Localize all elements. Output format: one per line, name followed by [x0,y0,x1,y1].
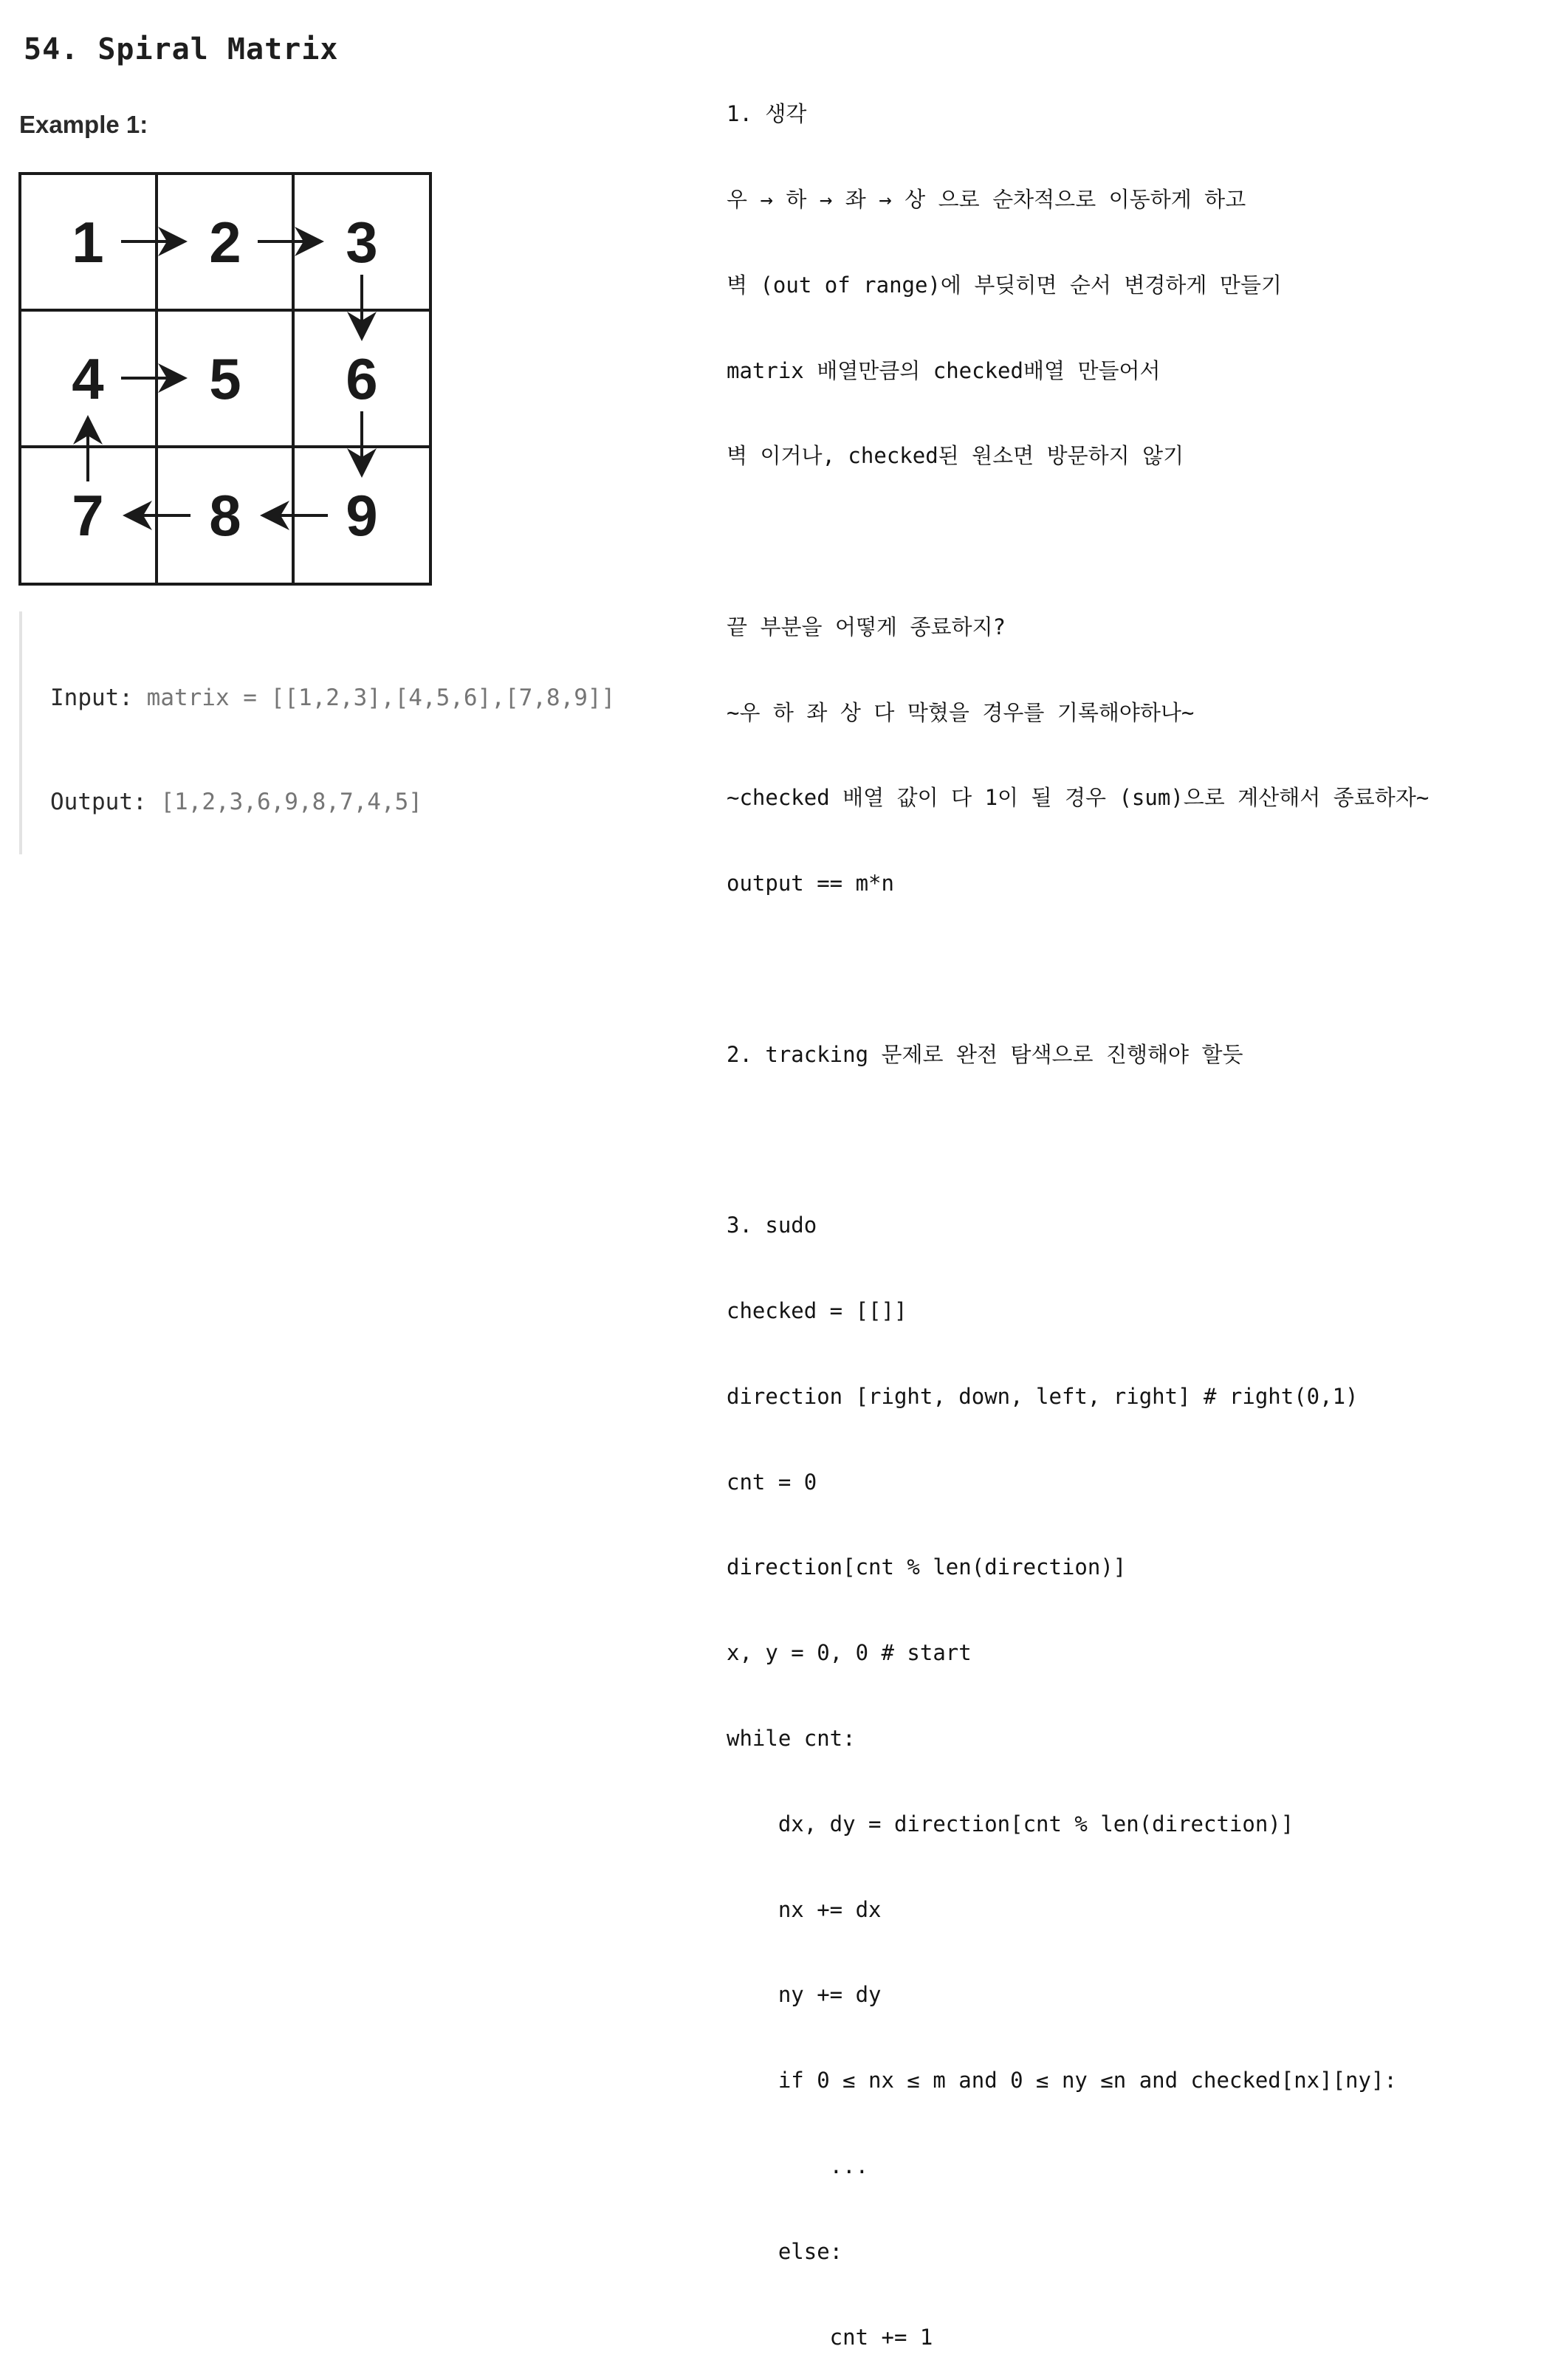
note-line: output == m*n [727,871,894,896]
grid-number: 4 [72,346,104,411]
note-line: x, y = 0, 0 # start [727,1640,972,1666]
note-line: 1. 생각 [727,101,807,127]
example-input-line [50,681,615,716]
output-label: Output: [50,789,147,815]
note-line: 벽 (out of range)에 부딪히면 순서 변경하게 만들기 [727,272,1282,298]
example-io-block [19,611,615,854]
note-line: ~checked 배열 값이 다 1이 될 경우 (sum)으로 계산해서 종료하자~ [727,785,1429,811]
note-line: cnt = 0 [727,1469,817,1495]
input-label: Input: [50,685,133,711]
note-line: nx += dx [727,1896,882,1922]
grid-number: 3 [346,210,378,275]
note-line: while cnt: [727,1726,856,1752]
grid-number: 5 [209,346,241,411]
solution-notes [727,43,1429,2380]
note-line: direction[cnt % len(direction)] [727,1554,1127,1580]
grid-number: 6 [346,346,378,411]
grid-number: 9 [346,483,378,548]
grid-number: 1 [72,210,104,275]
grid-number: 7 [72,483,104,548]
example-output-line [50,785,615,820]
note-line: 끝 부분을 어떻게 종료하지? [727,614,1006,639]
output-value: [1,2,3,6,9,8,7,4,5] [160,789,422,815]
note-line: else: [727,2238,843,2264]
note-line: ... [727,2153,869,2178]
note-line [727,527,1429,556]
note-line: checked = [[]] [727,1298,907,1324]
note-line: 2. tracking 문제로 완전 탐색으로 진행해야 할듯 [727,1041,1243,1067]
note-line: 3. sudo [727,1213,817,1238]
note-line: 벽 이거나, checked된 원소면 방문하지 않기 [727,443,1184,469]
note-line: ny += dy [727,1982,882,2008]
note-line: direction [right, down, left, right] # right(0,1) [727,1383,1359,1409]
input-value: matrix = [[1,2,3],[4,5,6],[7,8,9]] [146,685,616,711]
note-line: matrix 배열만큼의 checked배열 만들어서 [727,357,1161,383]
problem-title: 54. Spiral Matrix [24,32,339,66]
note-line: cnt += 1 [727,2324,933,2350]
example-heading: Example 1: [19,111,148,138]
grid-number: 2 [209,210,241,275]
note-line: 우 → 하 → 좌 → 상 으로 순차적으로 이동하게 하고 [727,186,1246,212]
note-line [727,1126,1429,1155]
note-line: if 0 ≤ nx ≤ m and 0 ≤ ny ≤n and checked[nx][ny]: [727,2068,1397,2093]
note-line: dx, dy = direction[cnt % len(direction)] [727,1811,1294,1837]
spiral-matrix-figure [18,171,433,586]
grid-number: 8 [209,483,241,548]
note-line [727,955,1429,984]
note-line: ~우 하 좌 상 다 막혔을 경우를 기록해야하나~ [727,699,1195,725]
